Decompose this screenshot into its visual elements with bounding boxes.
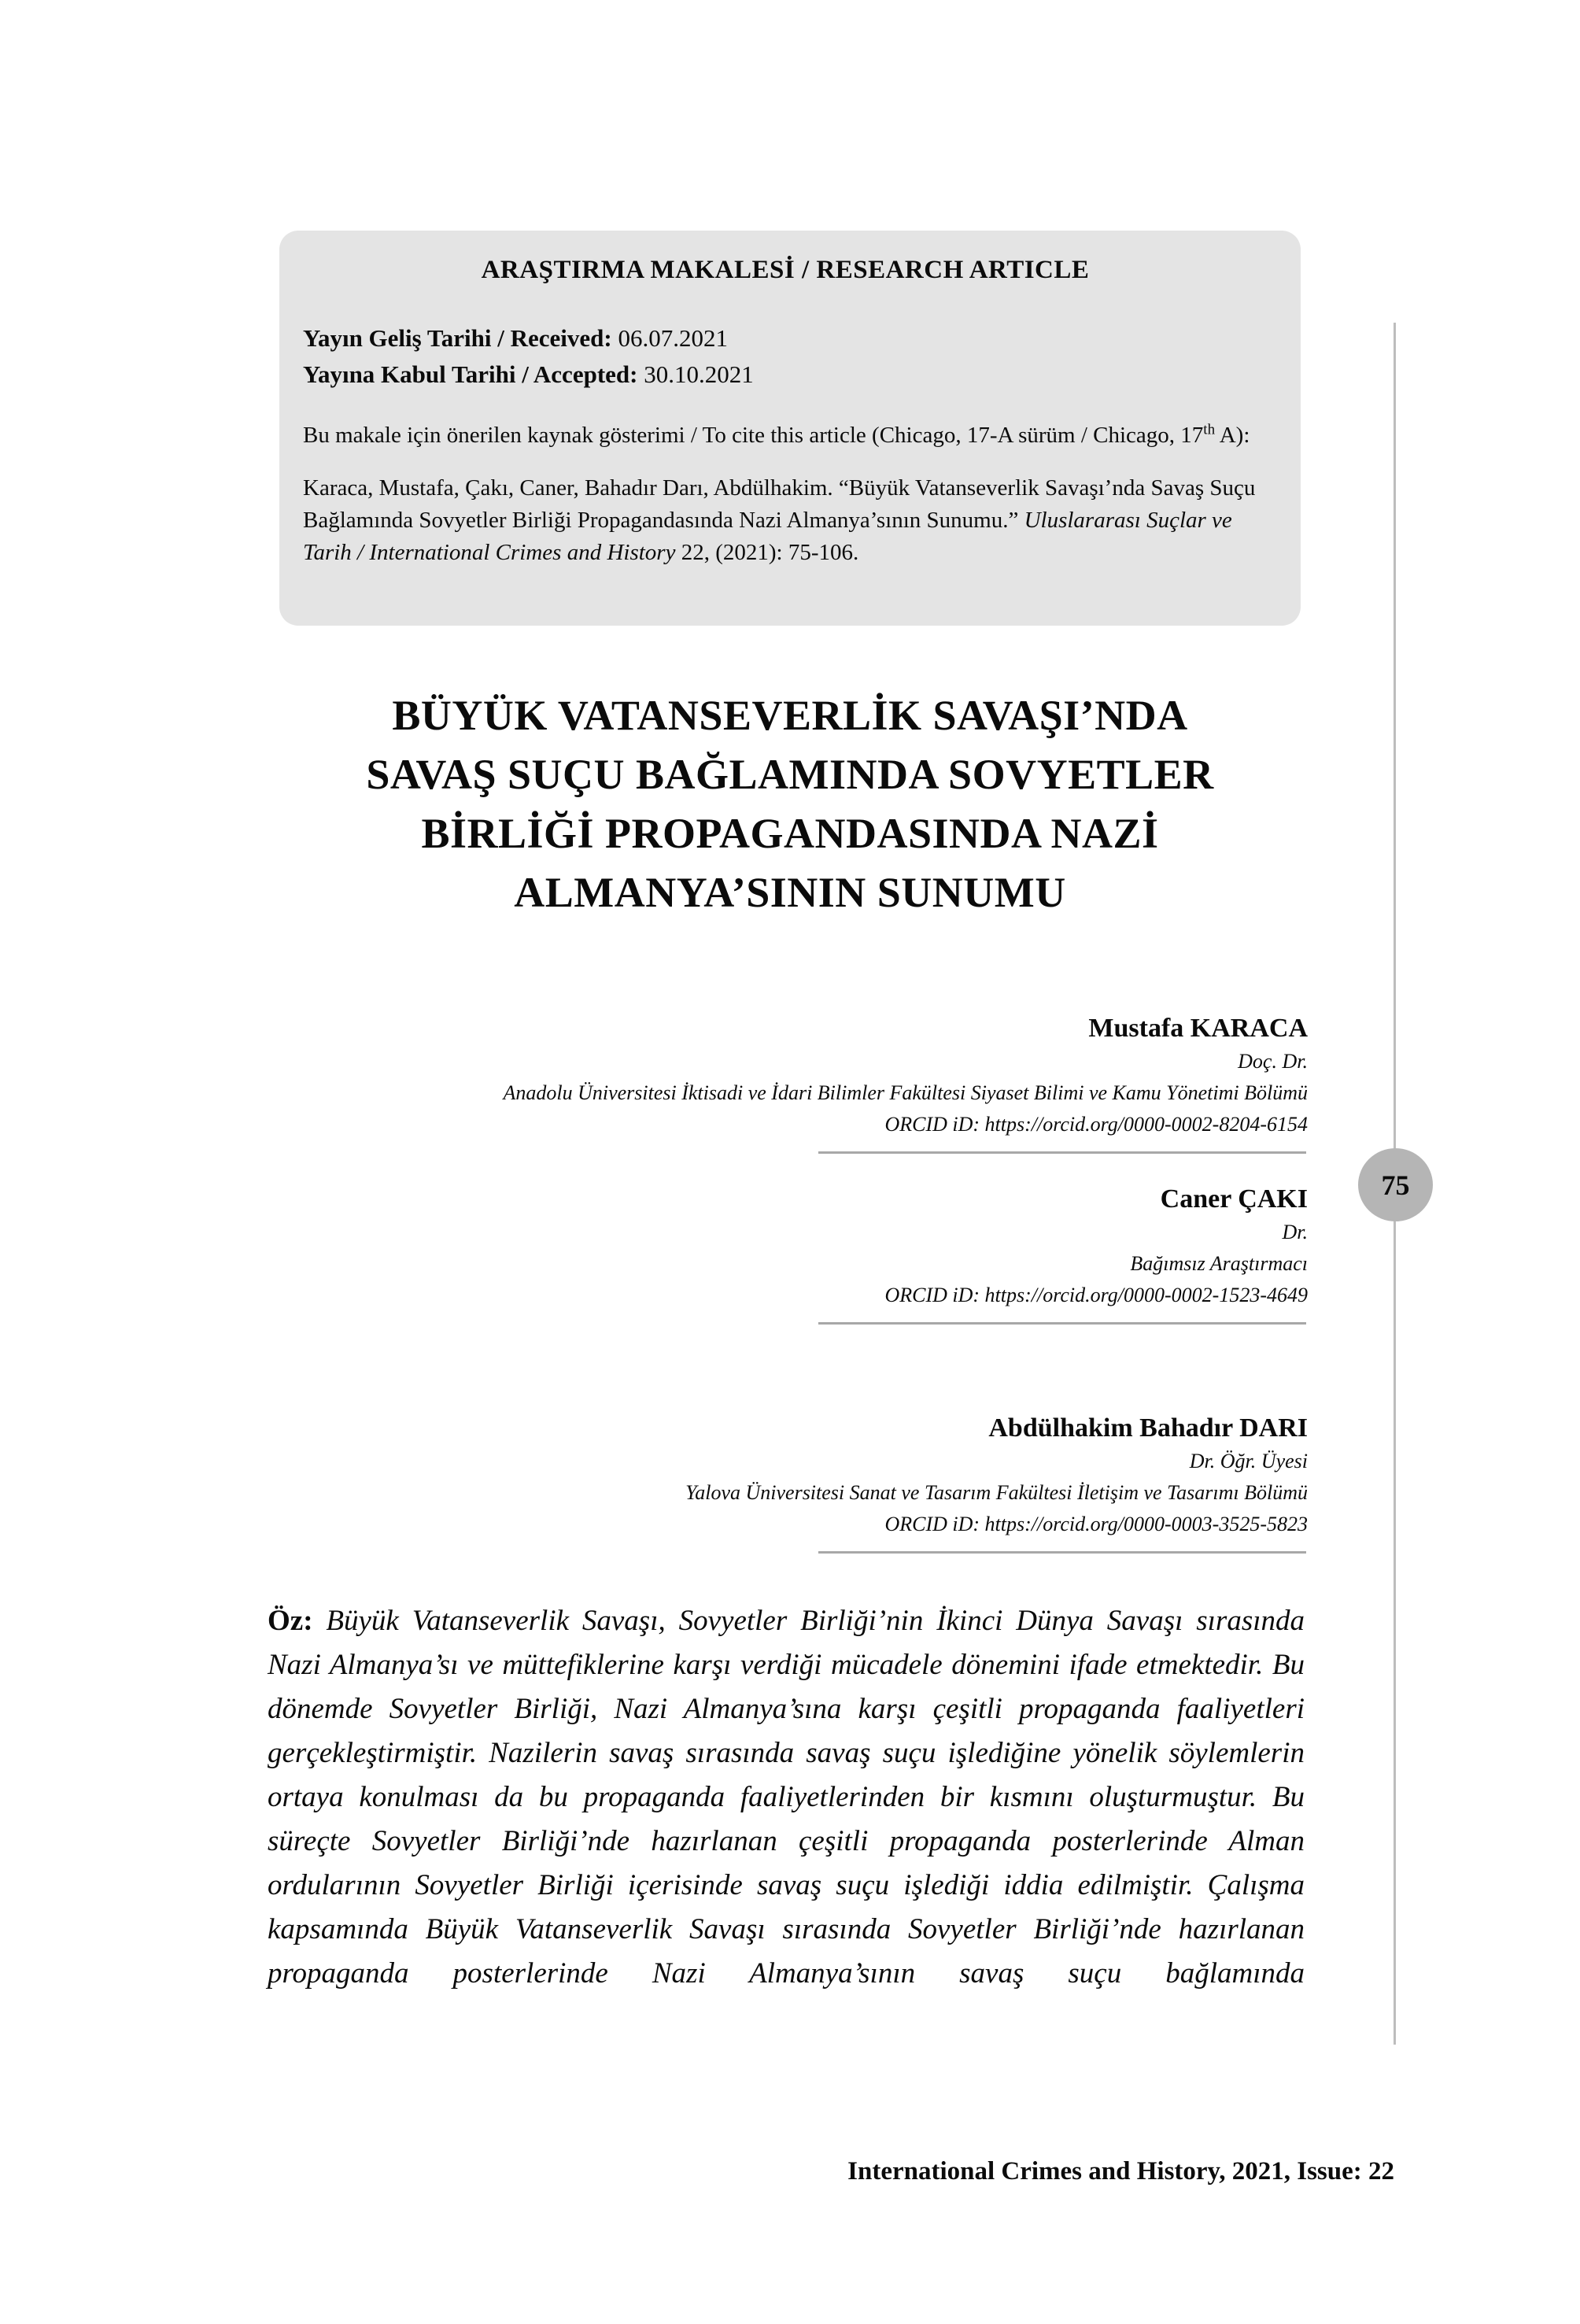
title-line-1: BÜYÜK VATANSEVERLİK SAVAŞI’NDA xyxy=(392,692,1188,739)
author-block-dari xyxy=(268,1411,1308,1554)
citation-authors-title: Karaca, Mustafa, Çakı, Caner, Bahadır Darı, Abdülhakim. “Büyük Vatanseverlik Savaşı’nda Savaş Suçu Bağlamında Sovyetler Birliği Propagandasında Nazi Almanya’sının Sunumu.” xyxy=(303,475,1256,533)
author-name: Caner ÇAKI xyxy=(1160,1184,1308,1214)
author-degree: Dr. xyxy=(1282,1221,1308,1243)
received-line xyxy=(303,320,1268,357)
author-divider xyxy=(818,1551,1306,1554)
author-affiliation: Bağımsız Araştırmacı xyxy=(1130,1252,1308,1275)
abstract xyxy=(268,1599,1305,1996)
author-orcid: ORCID iD: https://orcid.org/0000-0002-8204-6154 xyxy=(884,1113,1308,1136)
article-title xyxy=(268,686,1312,922)
title-line-4: ALMANYA’SININ SUNUMU xyxy=(514,869,1066,916)
journal-footer: International Crimes and History, 2021, Issue: 22 xyxy=(847,2157,1394,2185)
author-degree: Doç. Dr. xyxy=(1238,1050,1308,1073)
page-number: 75 xyxy=(1381,1169,1410,1201)
author-divider xyxy=(818,1151,1306,1154)
accepted-label: Yayına Kabul Tarihi / Accepted: xyxy=(303,360,638,388)
author-affiliation: Yalova Üniversitesi Sanat ve Tasarım Fakültesi İletişim ve Tasarımı Bölümü xyxy=(685,1481,1308,1504)
author-affiliation: Anadolu Üniversitesi İktisadi ve İdari Bilimler Fakültesi Siyaset Bilimi ve Kamu Yönetimi Bölümü xyxy=(503,1081,1308,1104)
author-name: Mustafa KARACA xyxy=(1088,1014,1308,1043)
page-number-badge xyxy=(1358,1148,1433,1221)
author-block-caki xyxy=(268,1182,1308,1325)
author-orcid: ORCID iD: https://orcid.org/0000-0003-3525-5823 xyxy=(884,1513,1308,1535)
cite-note xyxy=(303,419,1268,452)
author-orcid: ORCID iD: https://orcid.org/0000-0002-1523-4649 xyxy=(884,1284,1308,1306)
author-divider xyxy=(818,1322,1306,1325)
article-meta-box xyxy=(279,231,1301,626)
author-block-karaca xyxy=(268,1011,1308,1154)
accepted-line xyxy=(303,357,1268,393)
citation xyxy=(303,472,1268,569)
received-label: Yayın Geliş Tarihi / Received: xyxy=(303,324,612,352)
article-type-banner: ARAŞTIRMA MAKALESİ / RESEARCH ARTICLE xyxy=(481,256,1090,284)
accepted-value: 30.10.2021 xyxy=(637,360,754,388)
abstract-label: Öz: xyxy=(268,1605,327,1637)
citation-issue-pages: 22, (2021): 75-106. xyxy=(675,540,859,565)
author-degree: Dr. Öğr. Üyesi xyxy=(1189,1450,1308,1472)
citation-journal-name: Uluslararası Suçlar ve Tarih / International Crimes and History xyxy=(303,508,1232,565)
cite-note-text: Bu makale için önerilen kaynak gösterimi / To cite this article (Chicago, 17-A sürüm / Chicago, 17 xyxy=(303,423,1204,448)
title-line-2: SAVAŞ SUÇU BAĞLAMINDA SOVYETLER xyxy=(366,751,1214,798)
title-line-3: BİRLİĞİ PROPAGANDASINDA NAZİ xyxy=(421,810,1159,857)
cite-note-tail: A): xyxy=(1215,423,1250,448)
abstract-text: Büyük Vatanseverlik Savaşı, Sovyetler Birliği’nin İkinci Dünya Savaşı sırasında Nazi Almanya’sı ve müttefiklerine karşı verdiği mücadele dönemini ifade etmektedir. Bu dönemde Sovyetler Birliği, Nazi Almanya’sına karşı çeşitli propaganda faaliyetleri gerçekleştirmiştir. Nazilerin savaş sırasında savaş suçu işlediğine yönelik söylemlerin ortaya konulması da bu propaganda faaliyetlerinden bir kısmını oluşturmuştur. Bu süreçte Sovyetler Birliği’nde hazırlanan çeşitli propaganda posterlerinde Alman ordularının Sovyetler Birliği içerisinde savaş suçu işlediği iddia edilmiştir. Çalışma kapsamında Büyük Vatanseverlik Savaşı sırasında Sovyetler Birliği’nde hazırlanan propaganda posterlerinde Nazi Almanya’sının savaş suçu bağlamında xyxy=(268,1605,1305,1990)
received-value: 06.07.2021 xyxy=(611,324,728,352)
cite-note-superscript: th xyxy=(1203,421,1216,438)
author-name: Abdülhakim Bahadır DARI xyxy=(988,1413,1308,1443)
